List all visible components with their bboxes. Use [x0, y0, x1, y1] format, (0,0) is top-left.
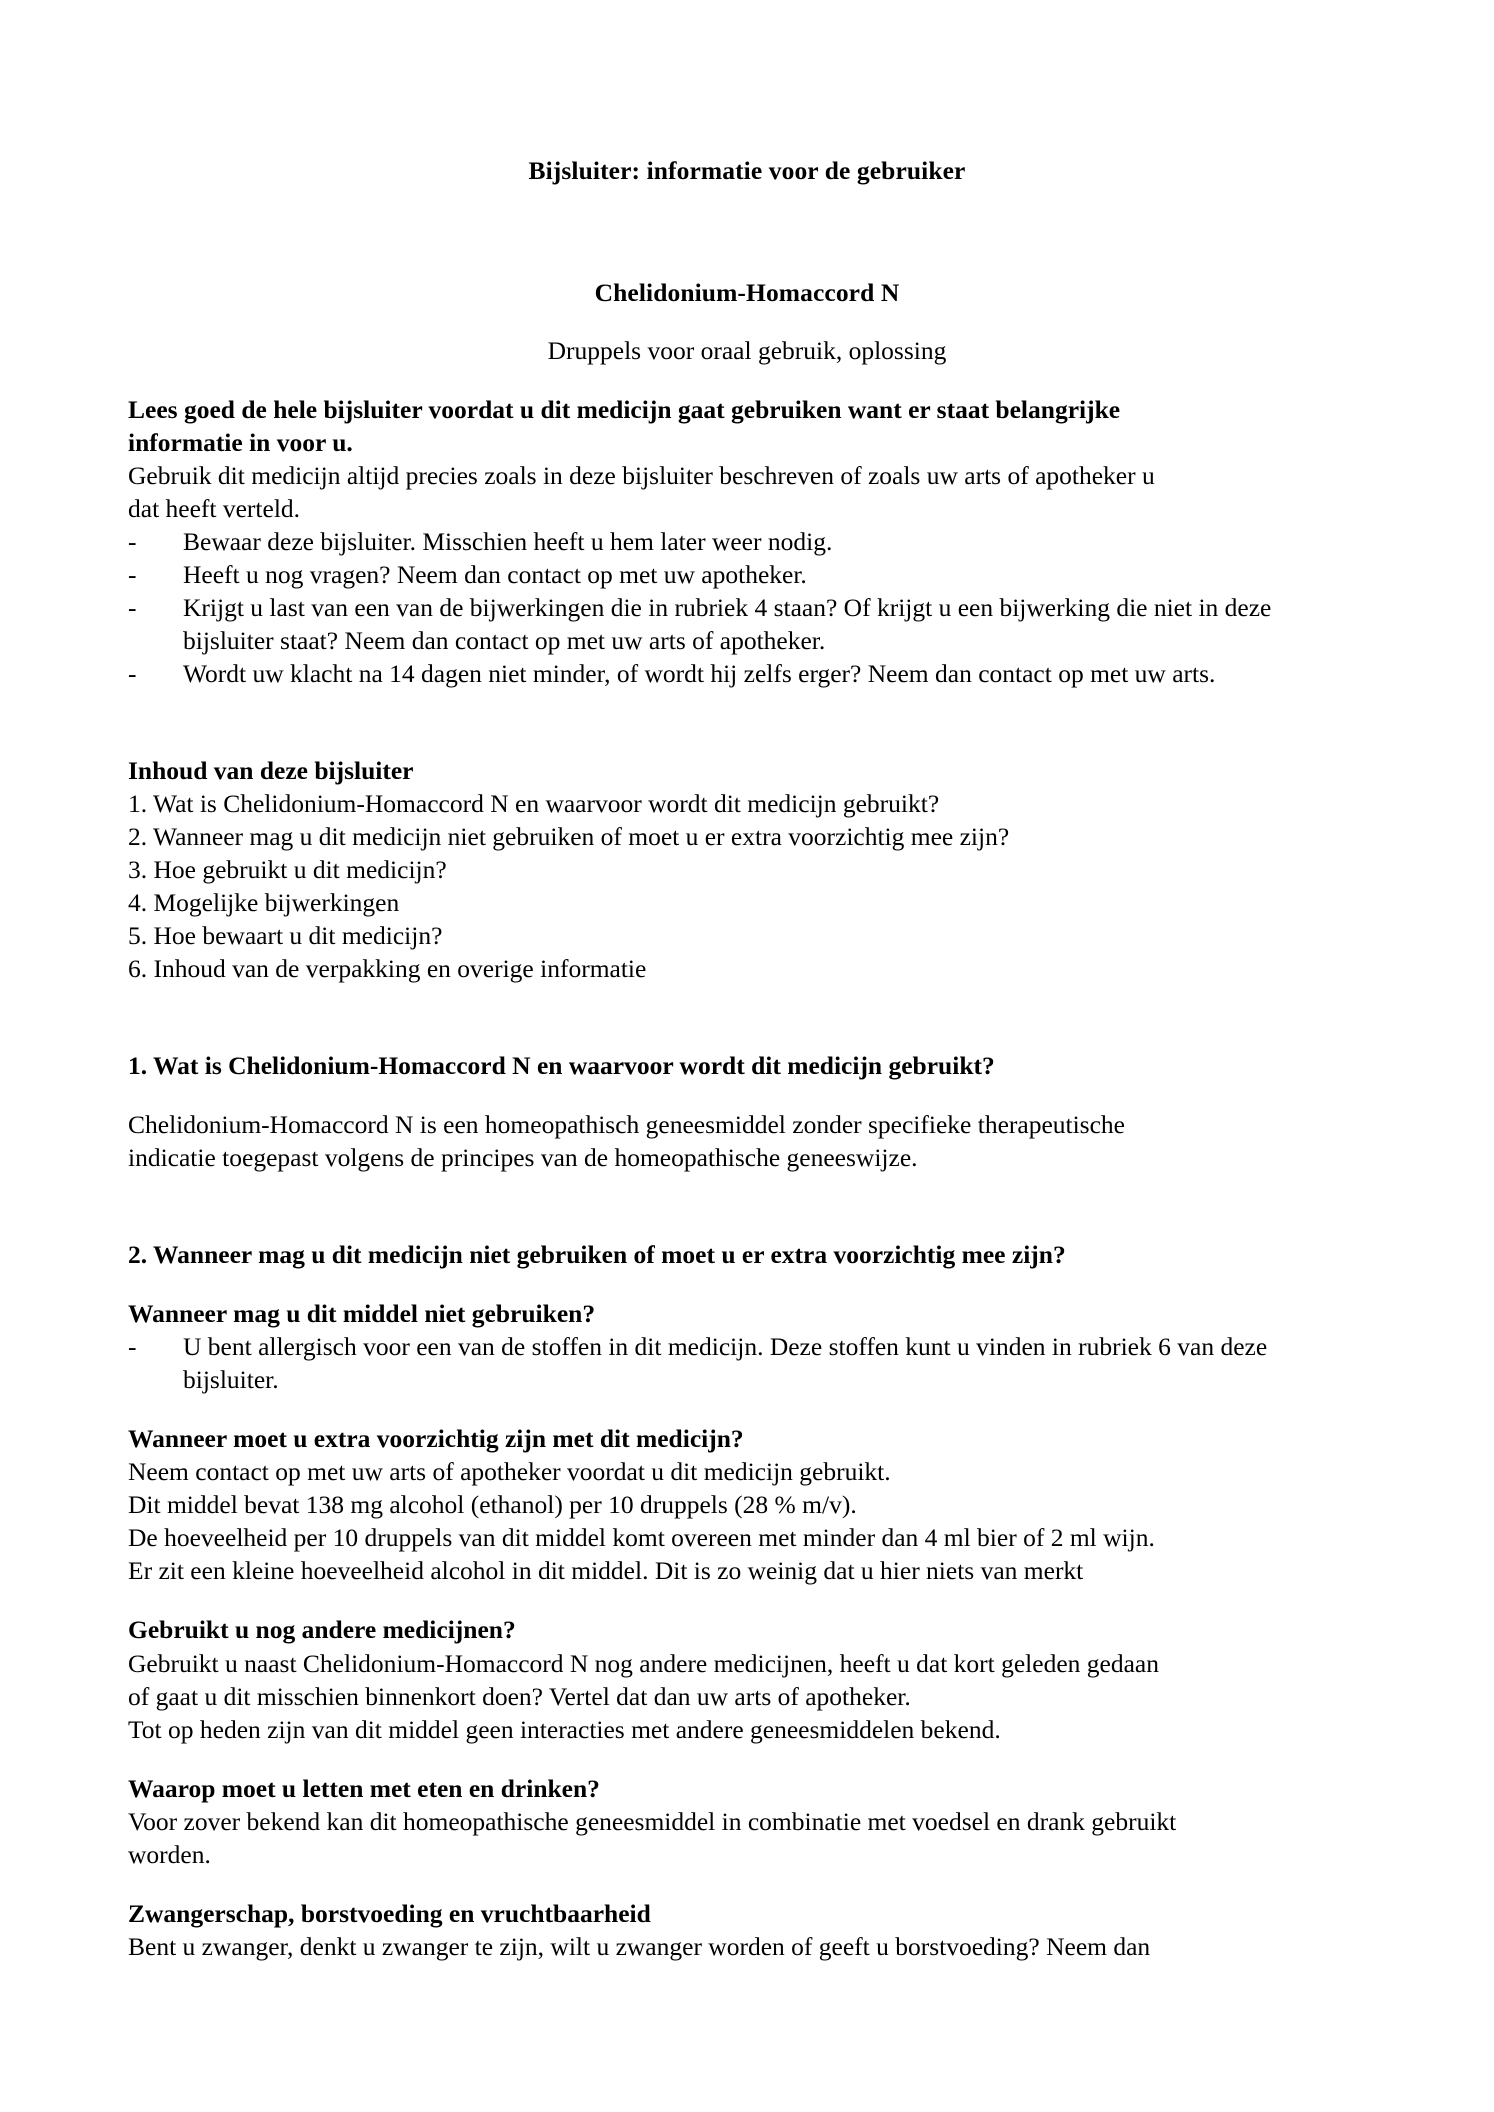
list-item — [128, 525, 1366, 558]
leaflet-body — [128, 154, 1366, 1963]
intro-instruction-line-2: dat heeft verteld. — [128, 494, 301, 524]
bullet-dash-icon: - — [128, 659, 137, 689]
subsection-other-meds-line-1: Gebruikt u naast Chelidonium-Homaccord N nog andere medicijnen, heeft u dat kort geleden gedaan — [128, 1648, 1159, 1678]
subsection-pregnancy-line-1: Bent u zwanger, denkt u zwanger te zijn, wilt u zwanger worden of geeft u borstvoeding? Neem dan — [128, 1931, 1151, 1961]
section-1-body-line-2: indicatie toegepast volgens de principes van de homeopathische geneeswijze. — [128, 1143, 918, 1173]
list-item — [128, 558, 1366, 591]
toc-item-3: 3. Hoe gebruikt u dit medicijn? — [128, 855, 447, 885]
subsection-careful-line-1: Neem contact op met uw arts of apotheker voordat u dit medicijn gebruikt. — [128, 1457, 891, 1487]
section-2-heading: 2. Wanneer mag u dit medicijn niet gebruiken of moet u er extra voorzichtig mee zijn? — [128, 1240, 1066, 1270]
subsection-careful-heading: Wanneer moet u extra voorzichtig zijn met dit medicijn? — [128, 1424, 744, 1454]
subsection-other-meds-line-3: Tot op heden zijn van dit middel geen interacties met andere geneesmiddelen bekend. — [128, 1714, 1001, 1744]
list-item — [128, 657, 1366, 690]
intro-warning-line-2: informatie in voor u. — [128, 428, 353, 458]
subsection-food-line-1: Voor zover bekend kan dit homeopathische geneesmiddel in combinatie met voedsel en drank gebruikt — [128, 1806, 1177, 1836]
subsection-not-use-heading: Wanneer mag u dit middel niet gebruiken? — [128, 1299, 596, 1329]
list-item-label: U bent allergisch voor een van de stoffen in dit medicijn. Deze stoffen kunt u vinden in rubriek 6 van deze bijsluiter. — [183, 1332, 1268, 1395]
subsection-pregnancy-heading: Zwangerschap, borstvoeding en vruchtbaarheid — [128, 1898, 651, 1928]
subsection-careful-line-2: Dit middel bevat 138 mg alcohol (ethanol) per 10 druppels (28 % m/v). — [128, 1490, 857, 1520]
toc-item-6: 6. Inhoud van de verpakking en overige informatie — [128, 954, 647, 984]
subsection-food-heading: Waarop moet u letten met eten en drinken? — [128, 1773, 600, 1803]
intro-instruction-line-1: Gebruik dit medicijn altijd precies zoals in deze bijsluiter beschreven of zoals uw arts of apotheker u — [128, 461, 1155, 491]
toc-item-1: 1. Wat is Chelidonium-Homaccord N en waarvoor wordt dit medicijn gebruikt? — [128, 789, 940, 819]
list-item-label: Heeft u nog vragen? Neem dan contact op met uw apotheker. — [183, 560, 807, 590]
list-item — [128, 1330, 1366, 1396]
bullet-dash-icon: - — [128, 593, 137, 623]
product-form: Druppels voor oraal gebruik, oplossing — [547, 336, 947, 366]
bullet-dash-icon: - — [128, 527, 137, 557]
list-item-label: Krijgt u last van een van de bijwerkingen die in rubriek 4 staan? Of krijgt u een bijwerking die niet in deze bijsluiter staat? Neem dan contact op met uw arts of apotheker. — [183, 593, 1272, 656]
subsection-other-meds-heading: Gebruikt u nog andere medicijnen? — [128, 1615, 516, 1645]
list-item-label: Bewaar deze bijsluiter. Misschien heeft u hem later weer nodig. — [183, 527, 833, 557]
page-title: Bijsluiter: informatie voor de gebruiker — [528, 155, 966, 185]
toc-heading: Inhoud van deze bijsluiter — [128, 756, 414, 786]
toc-item-2: 2. Wanneer mag u dit medicijn niet gebruiken of moet u er extra voorzichtig mee zijn? — [128, 822, 1010, 852]
bullet-dash-icon: - — [128, 1332, 137, 1362]
intro-warning-line-1: Lees goed de hele bijsluiter voordat u dit medicijn gaat gebruiken want er staat belangrijke — [128, 395, 1121, 425]
subsection-other-meds-line-2: of gaat u dit misschien binnenkort doen? Vertel dat dan uw arts of apotheker. — [128, 1681, 911, 1711]
toc-item-4: 4. Mogelijke bijwerkingen — [128, 888, 400, 918]
list-item — [128, 591, 1366, 657]
section-1-heading: 1. Wat is Chelidonium-Homaccord N en waarvoor wordt dit medicijn gebruikt? — [128, 1051, 995, 1081]
section-1-body-line-1: Chelidonium-Homaccord N is een homeopathisch geneesmiddel zonder specifieke therapeutische — [128, 1110, 1125, 1140]
subsection-careful-line-4: Er zit een kleine hoeveelheid alcohol in dit middel. Dit is zo weinig dat u hier niets van merkt — [128, 1556, 1084, 1586]
subsection-food-line-2: worden. — [128, 1839, 211, 1869]
toc-item-5: 5. Hoe bewaart u dit medicijn? — [128, 921, 443, 951]
subsection-careful-line-3: De hoeveelheid per 10 druppels van dit middel komt overeen met minder dan 4 ml bier of 2 ml wijn. — [128, 1523, 1155, 1553]
bullet-dash-icon: - — [128, 560, 137, 590]
list-item-label: Wordt uw klacht na 14 dagen niet minder, of wordt hij zelfs erger? Neem dan contact op met uw arts. — [183, 659, 1216, 689]
product-name: Chelidonium-Homaccord N — [594, 277, 900, 307]
